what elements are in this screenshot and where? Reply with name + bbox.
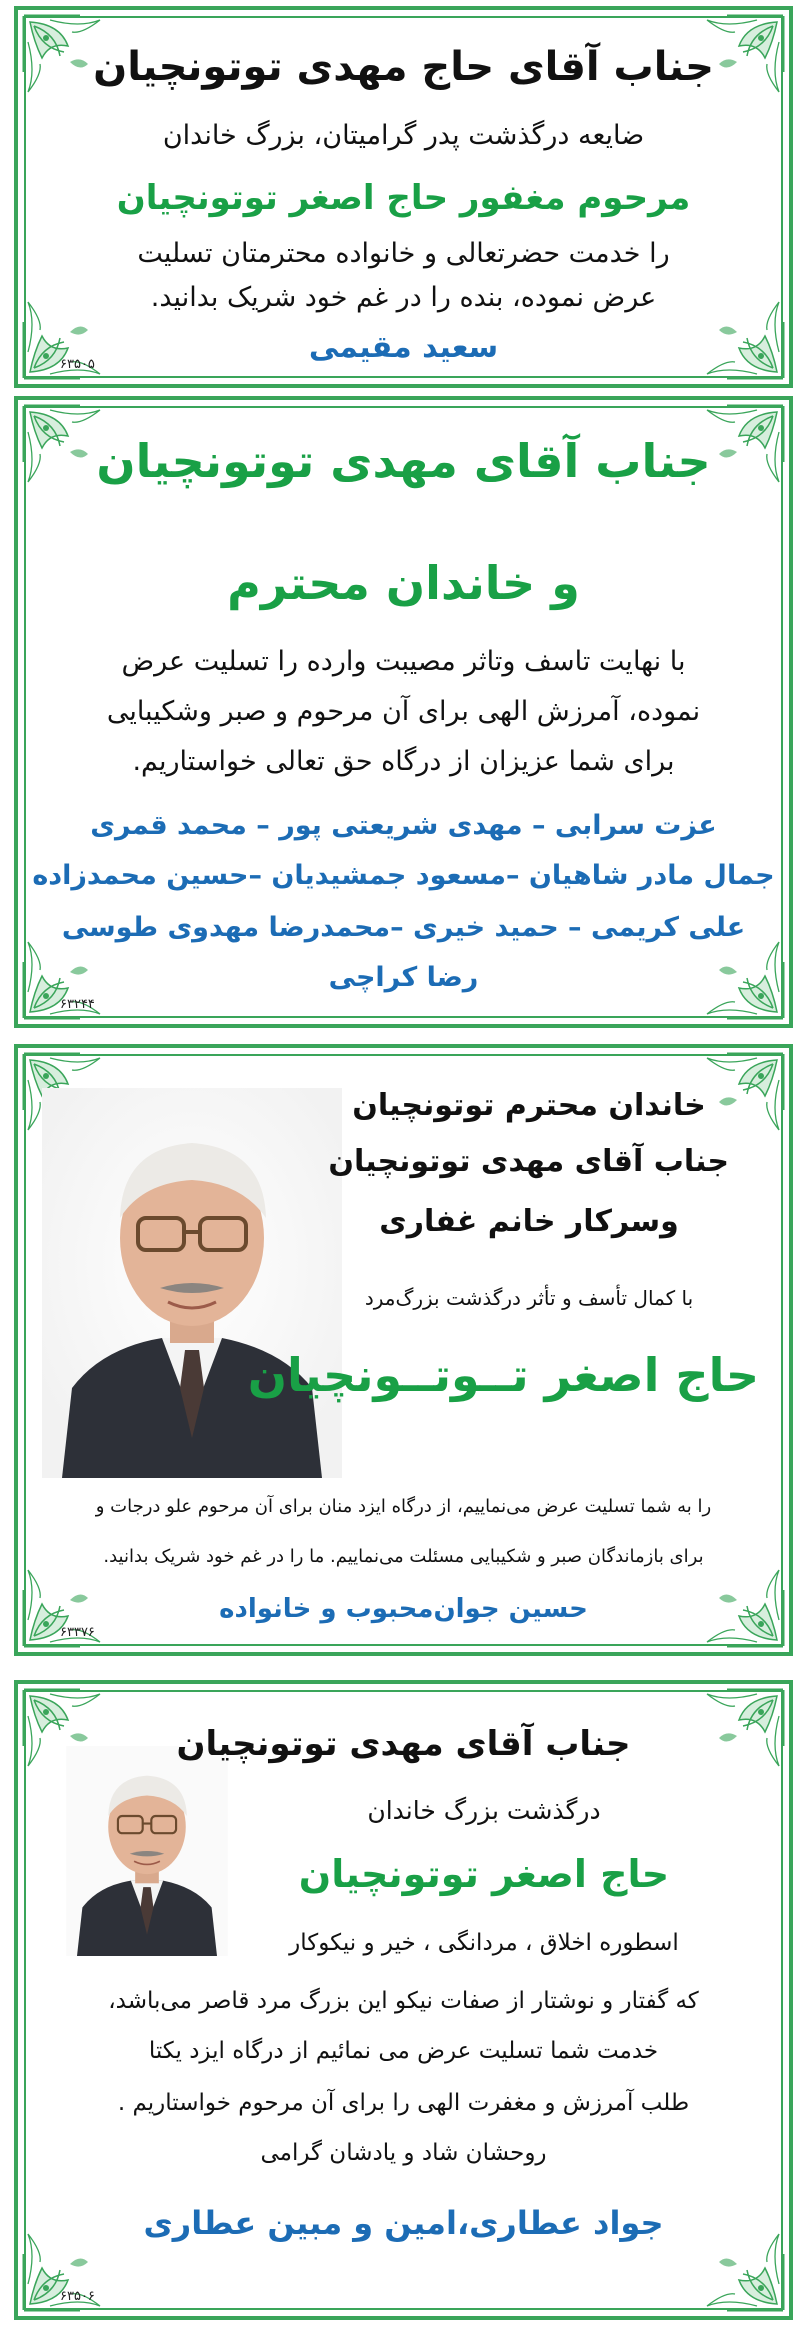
ad-2-names-3: علی کریمی – حمید خیری –محمدرضا مهدوی طوسی bbox=[61, 912, 746, 943]
ad-3-signature: حسین جوان‌محبوب و خانواده bbox=[219, 1594, 588, 1624]
ad-1-line-1: ضایعه درگذشت پدر گرامیتان، بزرگ خاندان bbox=[162, 120, 645, 151]
ad-4-line-4: خدمت شما تسلیت عرض می نمائیم از درگاه ایزد یکتا bbox=[148, 2038, 659, 2064]
ad-2-code: ۶۳۲۴۴ bbox=[60, 997, 95, 1012]
ad-3-line-2: جناب آقای مهدی توتونچیان bbox=[328, 1144, 729, 1179]
ad-2-subtitle: و خاندان محترم bbox=[227, 556, 580, 610]
ad-3-body-1: را به شما تسلیت عرض می‌نماییم، از درگاه ایزد منان برای آن مرحوم علو درجات و bbox=[95, 1496, 712, 1517]
condolence-ad-4 bbox=[14, 1680, 793, 2320]
ad-2-names-2: جمال مادر شاهیان –مسعود جمشیدیان –حسین محمدزاده bbox=[32, 860, 775, 891]
ad-3-line-3: وسرکار خانم غفاری bbox=[379, 1204, 679, 1239]
ad-4-line-6: روحشان شاد و یادشان گرامی bbox=[260, 2140, 547, 2166]
ad-4-title: جناب آقای مهدی توتونچیان bbox=[176, 1724, 631, 1764]
ad-2-title: جناب آقای مهدی توتونچیان bbox=[96, 434, 711, 488]
ad-1-line-3: عرض نموده، بنده را در غم خود شریک بدانید. bbox=[150, 282, 657, 313]
ad-3-line-1: خاندان محترم توتونچیان bbox=[352, 1088, 706, 1123]
ad-3-line-4: با کمال تأسف و تأثر درگذشت بزرگ‌مرد bbox=[364, 1286, 694, 1310]
ad-1-title: جناب آقای حاج مهدی توتونچیان bbox=[93, 44, 714, 90]
ad-3-deceased-name: حاج اصغر تــوتــونچیان bbox=[247, 1348, 759, 1402]
condolence-ad-2 bbox=[14, 396, 793, 1028]
ad-4-line-2: اسطوره اخلاق ، مردانگی ، خیر و نیکوکار bbox=[289, 1930, 679, 1956]
ad-3-body-2: برای بازماندگان صبر و شکیبایی مسئلت می‌نماییم. ما را در غم خود شریک بدانید. bbox=[103, 1546, 704, 1567]
ad-2-names-4: رضا کراچی bbox=[328, 962, 479, 993]
ad-4-line-1: درگذشت بزرگ خاندان bbox=[367, 1796, 601, 1825]
ad-1-deceased-name: مرحوم مغفور حاج اصغر توتونچیان bbox=[116, 178, 691, 218]
ad-4-signature: جواد عطاری،امین و مبین عطاری bbox=[143, 2204, 664, 2242]
condolence-ad-3 bbox=[14, 1044, 793, 1656]
ad-4-deceased-name: حاج اصغر توتونچیان bbox=[298, 1852, 670, 1896]
portrait-photo bbox=[42, 1088, 342, 1478]
ad-4-code: ۶۳۵۰۶ bbox=[60, 2289, 95, 2304]
ad-2-names-1: عزت سرابی – مهدی شریعتی پور – محمد قمری bbox=[90, 810, 717, 841]
ad-1-signature: سعید مقیمی bbox=[308, 330, 499, 365]
ad-2-line-3: برای شما عزیزان از درگاه حق تعالی خواستاریم. bbox=[132, 746, 675, 777]
ad-1-line-2: را خدمت حضرتعالی و خانواده محترمتان تسلیت bbox=[137, 238, 670, 269]
ad-4-line-3: که گفتار و نوشتار از صفات نیکو این بزرگ مرد قاصر می‌باشد، bbox=[108, 1988, 699, 2014]
portrait-photo-small bbox=[62, 1746, 232, 1956]
ad-3-code: ۶۳۳۷۶ bbox=[60, 1625, 95, 1640]
condolence-ad-1 bbox=[14, 6, 793, 388]
ad-2-line-2: نموده، آمرزش الهی برای آن مرحوم و صبر وشکیبایی bbox=[106, 696, 701, 727]
ad-4-line-5: طلب آمرزش و مغفرت الهی را برای آن مرحوم خواستاریم . bbox=[117, 2090, 690, 2116]
ad-2-line-1: با نهایت تاسف وتاثر مصیبت وارده را تسلیت عرض bbox=[121, 646, 686, 677]
ad-1-code: ۶۳۵۰۵ bbox=[60, 357, 95, 372]
